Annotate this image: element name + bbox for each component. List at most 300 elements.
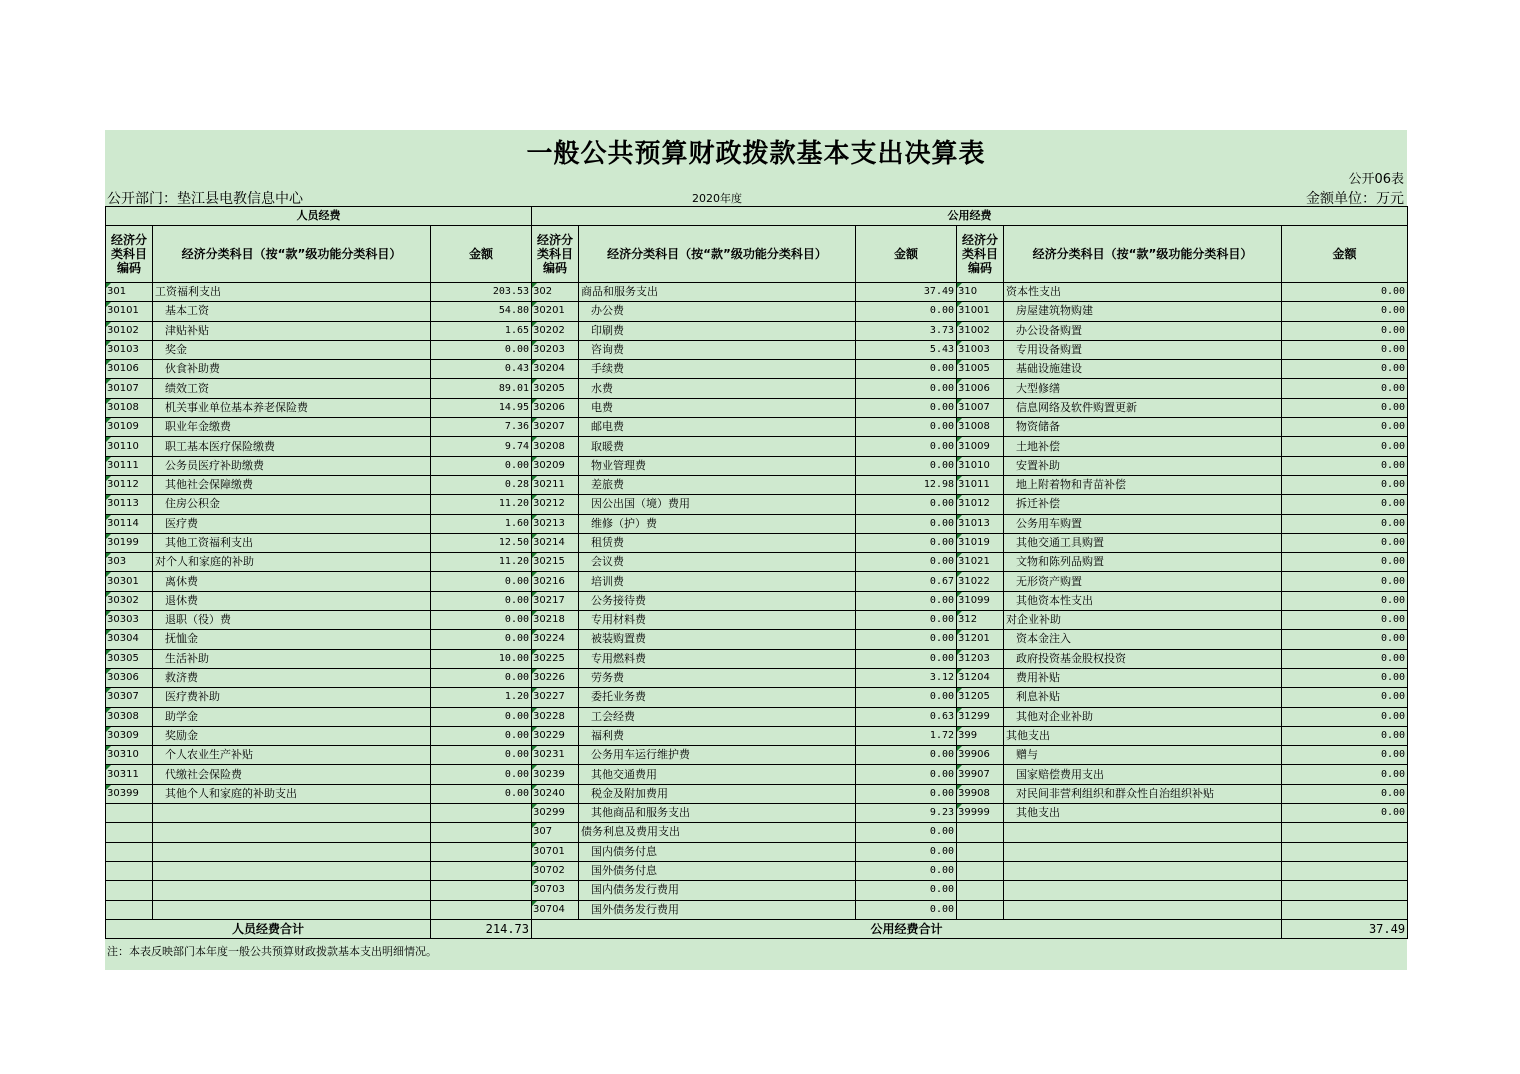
row-code: 310: [957, 283, 1004, 302]
row-amount: 0.00: [431, 456, 532, 475]
table-row: [106, 283, 1408, 302]
row-code: 31205: [957, 688, 1004, 707]
row-code: [106, 861, 153, 880]
row-amount: [1282, 842, 1408, 861]
table-row: [106, 707, 1408, 726]
row-code: 30102: [106, 321, 153, 340]
row-amount: 0.00: [431, 707, 532, 726]
row-amount: 0.00: [856, 379, 957, 398]
table-row: [106, 302, 1408, 321]
row-name: [1004, 861, 1282, 880]
row-code: 30206: [532, 398, 579, 417]
row-name: 无形资产购置: [1004, 572, 1282, 591]
row-amount: 0.43: [431, 360, 532, 379]
row-name: 救济费: [153, 668, 431, 687]
row-name: 费用补贴: [1004, 668, 1282, 687]
row-code: 399: [957, 726, 1004, 745]
row-code: 31005: [957, 360, 1004, 379]
row-name: 其他交通工具购置: [1004, 533, 1282, 552]
header-code: 经济分类科目编码: [957, 226, 1004, 283]
row-amount: 5.43: [856, 340, 957, 359]
row-code: 30302: [106, 591, 153, 610]
row-amount: [431, 861, 532, 880]
table-row: [106, 881, 1408, 900]
section-personnel: 人员经费: [106, 207, 532, 226]
row-code: 30310: [106, 746, 153, 765]
row-code: 30101: [106, 302, 153, 321]
row-amount: 0.00: [856, 823, 957, 842]
row-code: 30213: [532, 514, 579, 533]
row-code: [106, 900, 153, 919]
header-name: 经济分类科目（按“款”级功能分类科目）: [153, 226, 431, 283]
row-name: 伙食补助费: [153, 360, 431, 379]
row-amount: 0.00: [856, 418, 957, 437]
public-total-value: 37.49: [1282, 919, 1408, 938]
header-code: 经济分类科目编码: [532, 226, 579, 283]
row-name: 大型修缮: [1004, 379, 1282, 398]
row-code: 30227: [532, 688, 579, 707]
row-code: 30205: [532, 379, 579, 398]
row-amount: 0.00: [856, 688, 957, 707]
row-code: [106, 804, 153, 823]
row-amount: 3.73: [856, 321, 957, 340]
row-name: 基本工资: [153, 302, 431, 321]
row-name: 电费: [579, 398, 856, 417]
row-code: 31007: [957, 398, 1004, 417]
row-amount: 10.00: [431, 649, 532, 668]
row-code: [957, 823, 1004, 842]
row-name: 机关事业单位基本养老保险费: [153, 398, 431, 417]
row-name: 生活补助: [153, 649, 431, 668]
table-row: [106, 591, 1408, 610]
row-amount: 0.00: [1282, 553, 1408, 572]
row-amount: 0.67: [856, 572, 957, 591]
table-row: [106, 611, 1408, 630]
row-code: 302: [532, 283, 579, 302]
row-code: 30109: [106, 418, 153, 437]
row-amount: 0.00: [1282, 360, 1408, 379]
row-code: 30702: [532, 861, 579, 880]
row-code: 30240: [532, 784, 579, 803]
row-amount: 0.28: [431, 475, 532, 494]
row-code: 30231: [532, 746, 579, 765]
table-row: [106, 533, 1408, 552]
row-code: 30202: [532, 321, 579, 340]
row-name: 因公出国（境）费用: [579, 495, 856, 514]
row-amount: 0.00: [1282, 707, 1408, 726]
row-name: 其他对企业补助: [1004, 707, 1282, 726]
row-code: [957, 881, 1004, 900]
row-name: 劳务费: [579, 668, 856, 687]
row-amount: 0.00: [856, 842, 957, 861]
row-name: 绩效工资: [153, 379, 431, 398]
row-name: 邮电费: [579, 418, 856, 437]
row-amount: 0.63: [856, 707, 957, 726]
row-name: 福利费: [579, 726, 856, 745]
row-amount: 54.80: [431, 302, 532, 321]
row-amount: 0.00: [1282, 379, 1408, 398]
row-amount: 0.00: [431, 591, 532, 610]
row-name: 医疗费补助: [153, 688, 431, 707]
row-code: 30215: [532, 553, 579, 572]
row-name: 基础设施建设: [1004, 360, 1282, 379]
row-amount: 0.00: [1282, 688, 1408, 707]
row-name: [153, 823, 431, 842]
table-row: [106, 688, 1408, 707]
row-name: 助学金: [153, 707, 431, 726]
row-code: 30103: [106, 340, 153, 359]
row-name: 对企业补助: [1004, 611, 1282, 630]
row-code: 30203: [532, 340, 579, 359]
row-code: [106, 823, 153, 842]
row-code: 39999: [957, 804, 1004, 823]
row-name: 资本金注入: [1004, 630, 1282, 649]
row-amount: 0.00: [856, 437, 957, 456]
row-amount: 0.00: [431, 572, 532, 591]
row-name: [153, 881, 431, 900]
row-amount: [431, 842, 532, 861]
row-amount: 0.00: [431, 784, 532, 803]
row-amount: 1.20: [431, 688, 532, 707]
row-amount: 0.00: [856, 765, 957, 784]
row-name: 国内债务付息: [579, 842, 856, 861]
row-name: 差旅费: [579, 475, 856, 494]
row-name: 物资储备: [1004, 418, 1282, 437]
header-amount: 金额: [431, 226, 532, 283]
row-amount: 11.20: [431, 553, 532, 572]
row-name: 租赁费: [579, 533, 856, 552]
row-name: 津贴补贴: [153, 321, 431, 340]
row-code: 30218: [532, 611, 579, 630]
row-code: [957, 861, 1004, 880]
row-name: 公务用车购置: [1004, 514, 1282, 533]
row-amount: [1282, 823, 1408, 842]
row-name: 培训费: [579, 572, 856, 591]
row-name: 公务接待费: [579, 591, 856, 610]
table-row: [106, 861, 1408, 880]
table-row: [106, 475, 1408, 494]
row-name: 文物和陈列品购置: [1004, 553, 1282, 572]
row-code: 30211: [532, 475, 579, 494]
row-name: [1004, 823, 1282, 842]
row-name: 地上附着物和青苗补偿: [1004, 475, 1282, 494]
row-amount: 11.20: [431, 495, 532, 514]
row-amount: 7.36: [431, 418, 532, 437]
row-code: [957, 900, 1004, 919]
row-amount: 0.00: [856, 611, 957, 630]
row-code: 31022: [957, 572, 1004, 591]
row-name: 专用燃料费: [579, 649, 856, 668]
row-code: 303: [106, 553, 153, 572]
row-amount: 0.00: [856, 553, 957, 572]
row-name: 国家赔偿费用支出: [1004, 765, 1282, 784]
table-row: [106, 437, 1408, 456]
table-row: [106, 726, 1408, 745]
row-amount: [1282, 881, 1408, 900]
row-amount: 0.00: [431, 611, 532, 630]
totals-row: [106, 919, 1408, 938]
row-name: [153, 900, 431, 919]
row-code: 30226: [532, 668, 579, 687]
row-amount: 12.50: [431, 533, 532, 552]
row-code: 30228: [532, 707, 579, 726]
table-row: [106, 360, 1408, 379]
row-amount: 0.00: [1282, 456, 1408, 475]
header-name: 经济分类科目（按“款”级功能分类科目）: [579, 226, 856, 283]
row-code: 31021: [957, 553, 1004, 572]
row-code: [106, 842, 153, 861]
row-name: 安置补助: [1004, 456, 1282, 475]
table-row: [106, 321, 1408, 340]
row-code: 31006: [957, 379, 1004, 398]
row-code: 31012: [957, 495, 1004, 514]
fiscal-year: 2020年度: [692, 192, 742, 205]
header-code: 经济分类科目编码: [106, 226, 153, 283]
row-name: 医疗费: [153, 514, 431, 533]
personnel-total-value: 214.73: [431, 919, 532, 938]
row-name: 住房公积金: [153, 495, 431, 514]
row-name: 商品和服务支出: [579, 283, 856, 302]
row-name: 专用设备购置: [1004, 340, 1282, 359]
row-amount: 0.00: [1282, 611, 1408, 630]
unit-label: 金额单位：万元: [1306, 191, 1404, 207]
public-total-label: 公用经费合计: [532, 919, 1282, 938]
row-amount: 0.00: [856, 746, 957, 765]
row-name: 专用材料费: [579, 611, 856, 630]
table-row: [106, 649, 1408, 668]
row-name: 其他社会保障缴费: [153, 475, 431, 494]
row-name: 其他工资福利支出: [153, 533, 431, 552]
row-code: 30201: [532, 302, 579, 321]
row-code: 31009: [957, 437, 1004, 456]
row-name: [153, 842, 431, 861]
row-amount: 0.00: [1282, 398, 1408, 417]
row-name: 利息补贴: [1004, 688, 1282, 707]
row-amount: [1282, 861, 1408, 880]
section-public: 公用经费: [532, 207, 1408, 226]
row-name: 工会经费: [579, 707, 856, 726]
row-amount: 0.00: [1282, 572, 1408, 591]
row-name: 取暖费: [579, 437, 856, 456]
row-name: 资本性支出: [1004, 283, 1282, 302]
row-name: 会议费: [579, 553, 856, 572]
row-amount: 12.98: [856, 475, 957, 494]
row-code: 30208: [532, 437, 579, 456]
row-amount: 3.12: [856, 668, 957, 687]
row-name: 拆迁补偿: [1004, 495, 1282, 514]
row-name: 公务员医疗补助缴费: [153, 456, 431, 475]
row-code: 39908: [957, 784, 1004, 803]
header-amount: 金额: [1282, 226, 1408, 283]
table-row: [106, 668, 1408, 687]
row-name: 抚恤金: [153, 630, 431, 649]
row-amount: 0.00: [1282, 630, 1408, 649]
header-amount: 金额: [856, 226, 957, 283]
row-amount: 0.00: [431, 746, 532, 765]
row-amount: 203.53: [431, 283, 532, 302]
row-code: 30229: [532, 726, 579, 745]
row-amount: [1282, 900, 1408, 919]
row-amount: 0.00: [1282, 321, 1408, 340]
row-name: [1004, 900, 1282, 919]
row-amount: 0.00: [856, 900, 957, 919]
row-name: 其他交通费用: [579, 765, 856, 784]
row-code: 30217: [532, 591, 579, 610]
row-code: 31003: [957, 340, 1004, 359]
row-name: 物业管理费: [579, 456, 856, 475]
row-code: 30214: [532, 533, 579, 552]
row-name: 对民间非营利组织和群众性自治组织补贴: [1004, 784, 1282, 803]
row-amount: [431, 900, 532, 919]
table-row: [106, 746, 1408, 765]
header-name: 经济分类科目（按“款”级功能分类科目）: [1004, 226, 1282, 283]
row-name: 对个人和家庭的补助: [153, 553, 431, 572]
page-title: 一般公共预算财政拨款基本支出决算表: [526, 139, 986, 169]
row-amount: 0.00: [1282, 746, 1408, 765]
row-amount: 0.00: [1282, 533, 1408, 552]
row-name: [1004, 842, 1282, 861]
row-name: 其他商品和服务支出: [579, 804, 856, 823]
row-code: 31204: [957, 668, 1004, 687]
row-code: 30703: [532, 881, 579, 900]
row-name: 房屋建筑物购建: [1004, 302, 1282, 321]
row-name: 职业年金缴费: [153, 418, 431, 437]
row-amount: 0.00: [431, 765, 532, 784]
row-code: 31008: [957, 418, 1004, 437]
row-amount: 0.00: [856, 533, 957, 552]
row-name: 其他支出: [1004, 726, 1282, 745]
row-code: 30114: [106, 514, 153, 533]
row-code: 30209: [532, 456, 579, 475]
table-row: [106, 804, 1408, 823]
row-name: 赠与: [1004, 746, 1282, 765]
row-code: 30106: [106, 360, 153, 379]
row-amount: 0.00: [1282, 302, 1408, 321]
row-code: 30311: [106, 765, 153, 784]
row-code: 30216: [532, 572, 579, 591]
row-name: 公务用车运行维护费: [579, 746, 856, 765]
row-name: 咨询费: [579, 340, 856, 359]
row-amount: 9.74: [431, 437, 532, 456]
table-row: [106, 495, 1408, 514]
row-code: [957, 842, 1004, 861]
row-amount: 0.00: [431, 668, 532, 687]
row-amount: 1.72: [856, 726, 957, 745]
row-code: 301: [106, 283, 153, 302]
row-name: 委托业务费: [579, 688, 856, 707]
row-amount: 0.00: [1282, 495, 1408, 514]
row-code: 307: [532, 823, 579, 842]
row-amount: 0.00: [1282, 283, 1408, 302]
row-code: 30299: [532, 804, 579, 823]
row-name: 奖金: [153, 340, 431, 359]
row-name: [1004, 881, 1282, 900]
table-row: [106, 842, 1408, 861]
row-amount: 0.00: [1282, 726, 1408, 745]
row-amount: 37.49: [856, 283, 957, 302]
row-amount: 1.60: [431, 514, 532, 533]
row-amount: 0.00: [856, 495, 957, 514]
row-code: 30304: [106, 630, 153, 649]
row-amount: 0.00: [856, 881, 957, 900]
row-code: 31001: [957, 302, 1004, 321]
row-name: 代缴社会保险费: [153, 765, 431, 784]
row-amount: 0.00: [856, 398, 957, 417]
row-code: [106, 881, 153, 900]
row-code: 30110: [106, 437, 153, 456]
row-code: 30207: [532, 418, 579, 437]
row-amount: 0.00: [1282, 784, 1408, 803]
row-amount: 0.00: [856, 514, 957, 533]
table-row: [106, 900, 1408, 919]
row-amount: 0.00: [1282, 340, 1408, 359]
row-name: 职工基本医疗保险缴费: [153, 437, 431, 456]
row-amount: 0.00: [431, 726, 532, 745]
row-code: 31099: [957, 591, 1004, 610]
row-name: 奖励金: [153, 726, 431, 745]
row-name: 印刷费: [579, 321, 856, 340]
row-code: 31013: [957, 514, 1004, 533]
row-code: 31010: [957, 456, 1004, 475]
row-amount: 0.00: [1282, 804, 1408, 823]
row-amount: [431, 804, 532, 823]
row-amount: 0.00: [1282, 765, 1408, 784]
row-name: 水费: [579, 379, 856, 398]
table-row: [106, 418, 1408, 437]
row-name: [153, 861, 431, 880]
table-row: [106, 630, 1408, 649]
row-name: 政府投资基金股权投资: [1004, 649, 1282, 668]
department-label: 公开部门：垫江县电教信息中心: [107, 191, 303, 207]
row-code: 30212: [532, 495, 579, 514]
row-name: 离休费: [153, 572, 431, 591]
expenditure-table: [105, 206, 1408, 939]
row-amount: 0.00: [431, 340, 532, 359]
row-code: 30113: [106, 495, 153, 514]
row-code: 30204: [532, 360, 579, 379]
row-amount: 0.00: [856, 630, 957, 649]
row-name: 债务利息及费用支出: [579, 823, 856, 842]
row-amount: 0.00: [856, 861, 957, 880]
row-amount: 0.00: [1282, 591, 1408, 610]
row-amount: 0.00: [1282, 437, 1408, 456]
row-amount: 0.00: [856, 591, 957, 610]
table-row: [106, 572, 1408, 591]
row-amount: 0.00: [1282, 649, 1408, 668]
row-code: 39907: [957, 765, 1004, 784]
row-name: [153, 804, 431, 823]
table-row: [106, 553, 1408, 572]
row-code: 30701: [532, 842, 579, 861]
row-name: 其他支出: [1004, 804, 1282, 823]
row-name: 被装购置费: [579, 630, 856, 649]
row-amount: 89.01: [431, 379, 532, 398]
table-row: [106, 823, 1408, 842]
row-code: 30306: [106, 668, 153, 687]
footnote: 注：本表反映部门本年度一般公共预算财政拨款基本支出明细情况。: [107, 945, 437, 958]
row-code: 30308: [106, 707, 153, 726]
row-name: 办公设备购置: [1004, 321, 1282, 340]
row-amount: 0.00: [1282, 418, 1408, 437]
spreadsheet-page: [105, 130, 1407, 970]
row-code: 30224: [532, 630, 579, 649]
row-code: 30225: [532, 649, 579, 668]
row-name: 工资福利支出: [153, 283, 431, 302]
row-amount: 0.00: [1282, 668, 1408, 687]
row-name: 手续费: [579, 360, 856, 379]
row-amount: 0.00: [1282, 475, 1408, 494]
row-name: 退职（役）费: [153, 611, 431, 630]
